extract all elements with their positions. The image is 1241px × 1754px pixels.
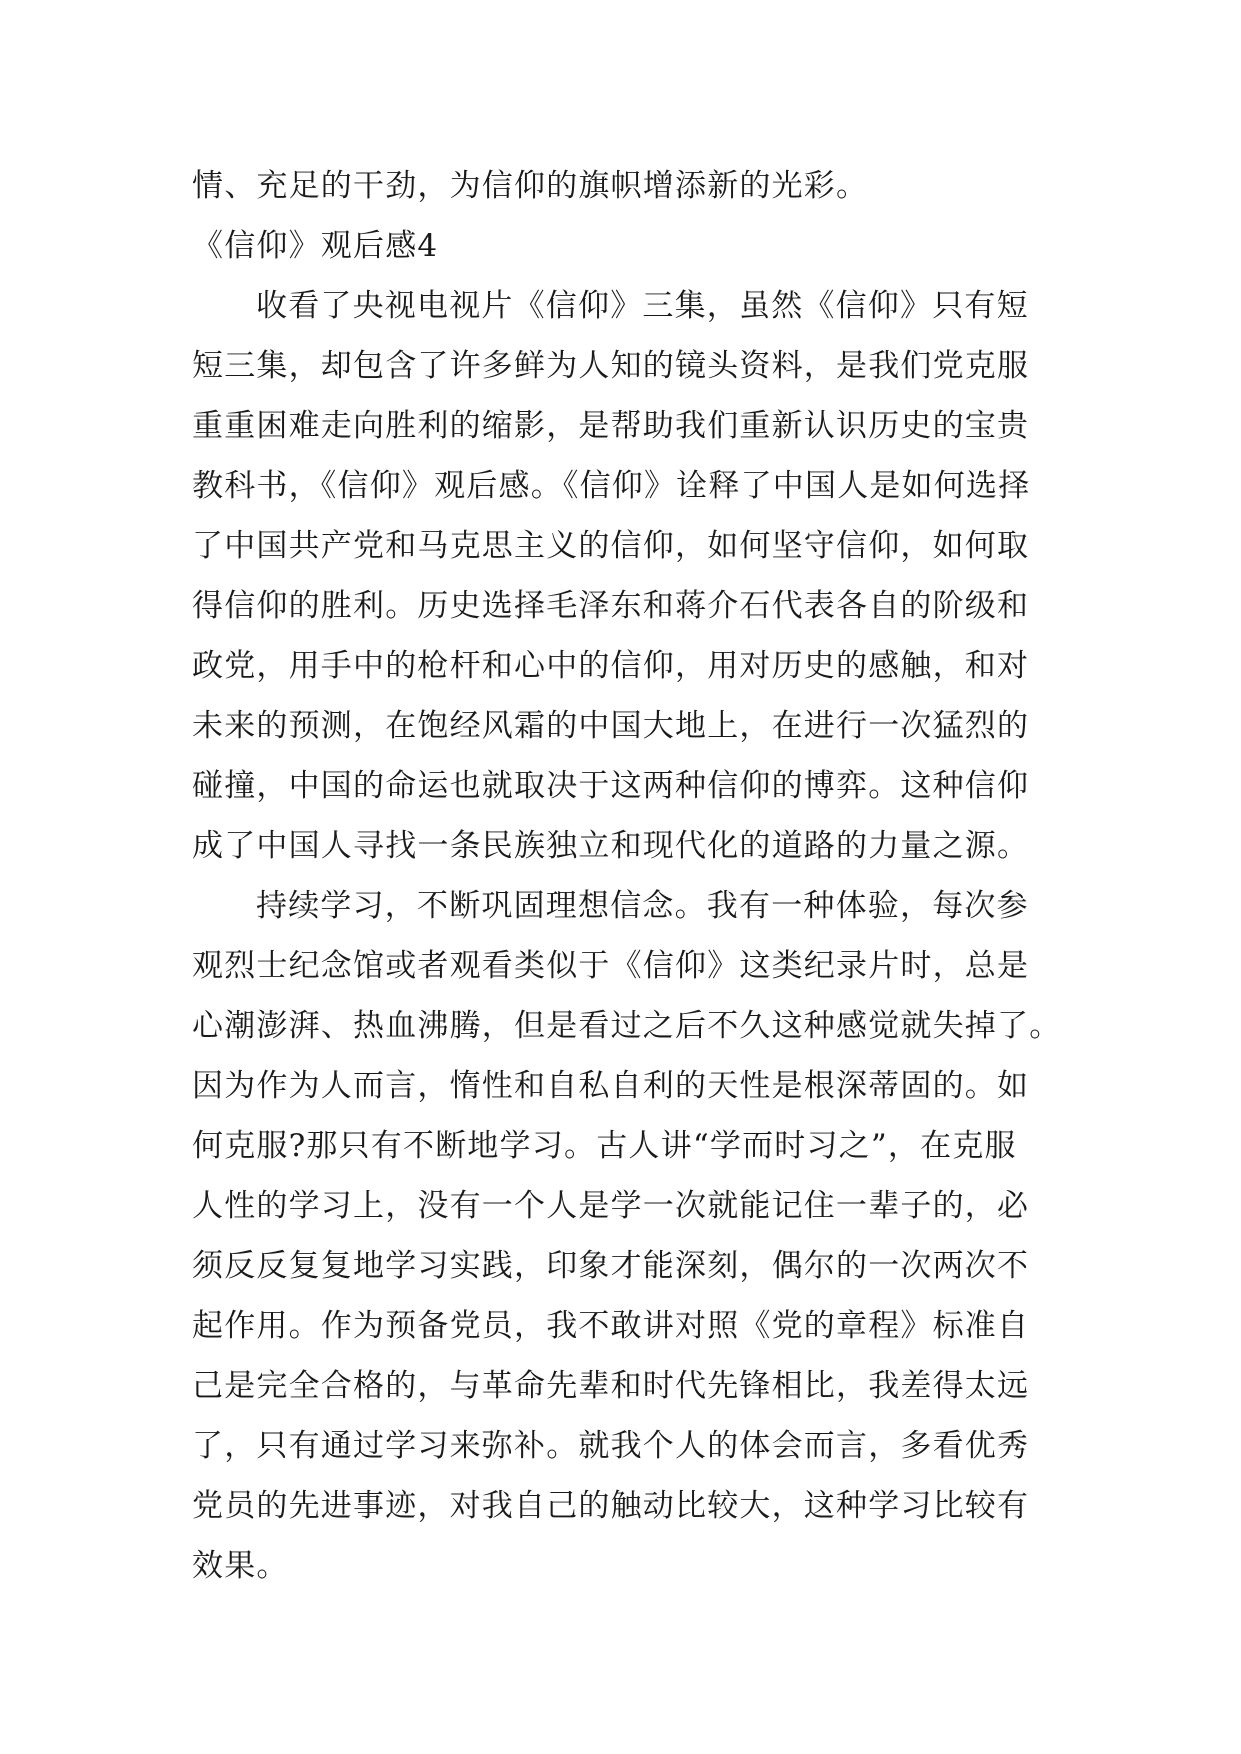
text-line: 成了中国人寻找一条民族独立和现代化的道路的力量之源。: [192, 828, 1030, 864]
text-line: 何克服?那只有不断地学习。古人讲“学而时习之”，在克服: [192, 1128, 1017, 1164]
text-line: 起作用。作为预备党员，我不敢讲对照《党的章程》标准自: [192, 1308, 1030, 1344]
text-line: 须反反复复地学习实践，印象才能深刻，偶尔的一次两次不: [192, 1248, 1030, 1284]
text-line: 短三集，却包含了许多鲜为人知的镜头资料，是我们党克服: [192, 348, 1030, 384]
text-line: 情、充足的干劲，为信仰的旗帜增添新的光彩。: [192, 168, 869, 204]
text-line: 教科书，《信仰》观后感。《信仰》诠释了中国人是如何选择: [192, 468, 1031, 504]
text-line: 人性的学习上，没有一个人是学一次就能记住一辈子的，必: [192, 1188, 1030, 1224]
text-line: 党员的先进事迹，对我自己的触动比较大，这种学习比较有: [192, 1488, 1030, 1524]
text-line: 持续学习，不断巩固理想信念。我有一种体验，每次参: [256, 888, 1029, 924]
text-line: 得信仰的胜利。历史选择毛泽东和蒋介石代表各自的阶级和: [192, 588, 1030, 624]
section-heading: 《信仰》观后感4: [192, 228, 439, 264]
text-line: 心潮澎湃、热血沸腾，但是看过之后不久这种感觉就失掉了。: [192, 1008, 1062, 1044]
text-line: 因为作为人而言，惰性和自私自利的天性是根深蒂固的。如: [192, 1068, 1030, 1104]
text-line: 观烈士纪念馆或者观看类似于《信仰》这类纪录片时，总是: [192, 948, 1030, 984]
text-line: 碰撞，中国的命运也就取决于这两种信仰的博弈。这种信仰: [192, 768, 1030, 804]
text-line: 了，只有通过学习来弥补。就我个人的体会而言，多看优秀: [192, 1428, 1030, 1464]
text-line: 未来的预测，在饱经风霜的中国大地上，在进行一次猛烈的: [192, 708, 1030, 744]
text-line: 己是完全合格的，与革命先辈和时代先锋相比，我差得太远: [192, 1368, 1030, 1404]
text-line: 政党，用手中的枪杆和心中的信仰，用对历史的感触，和对: [192, 648, 1030, 684]
text-line: 重重困难走向胜利的缩影，是帮助我们重新认识历史的宝贵: [192, 408, 1030, 444]
text-line: 效果。: [192, 1548, 289, 1584]
text-line: 了中国共产党和马克思主义的信仰，如何坚守信仰，如何取: [192, 528, 1030, 564]
text-line: 收看了央视电视片《信仰》三集，虽然《信仰》只有短: [256, 288, 1029, 324]
